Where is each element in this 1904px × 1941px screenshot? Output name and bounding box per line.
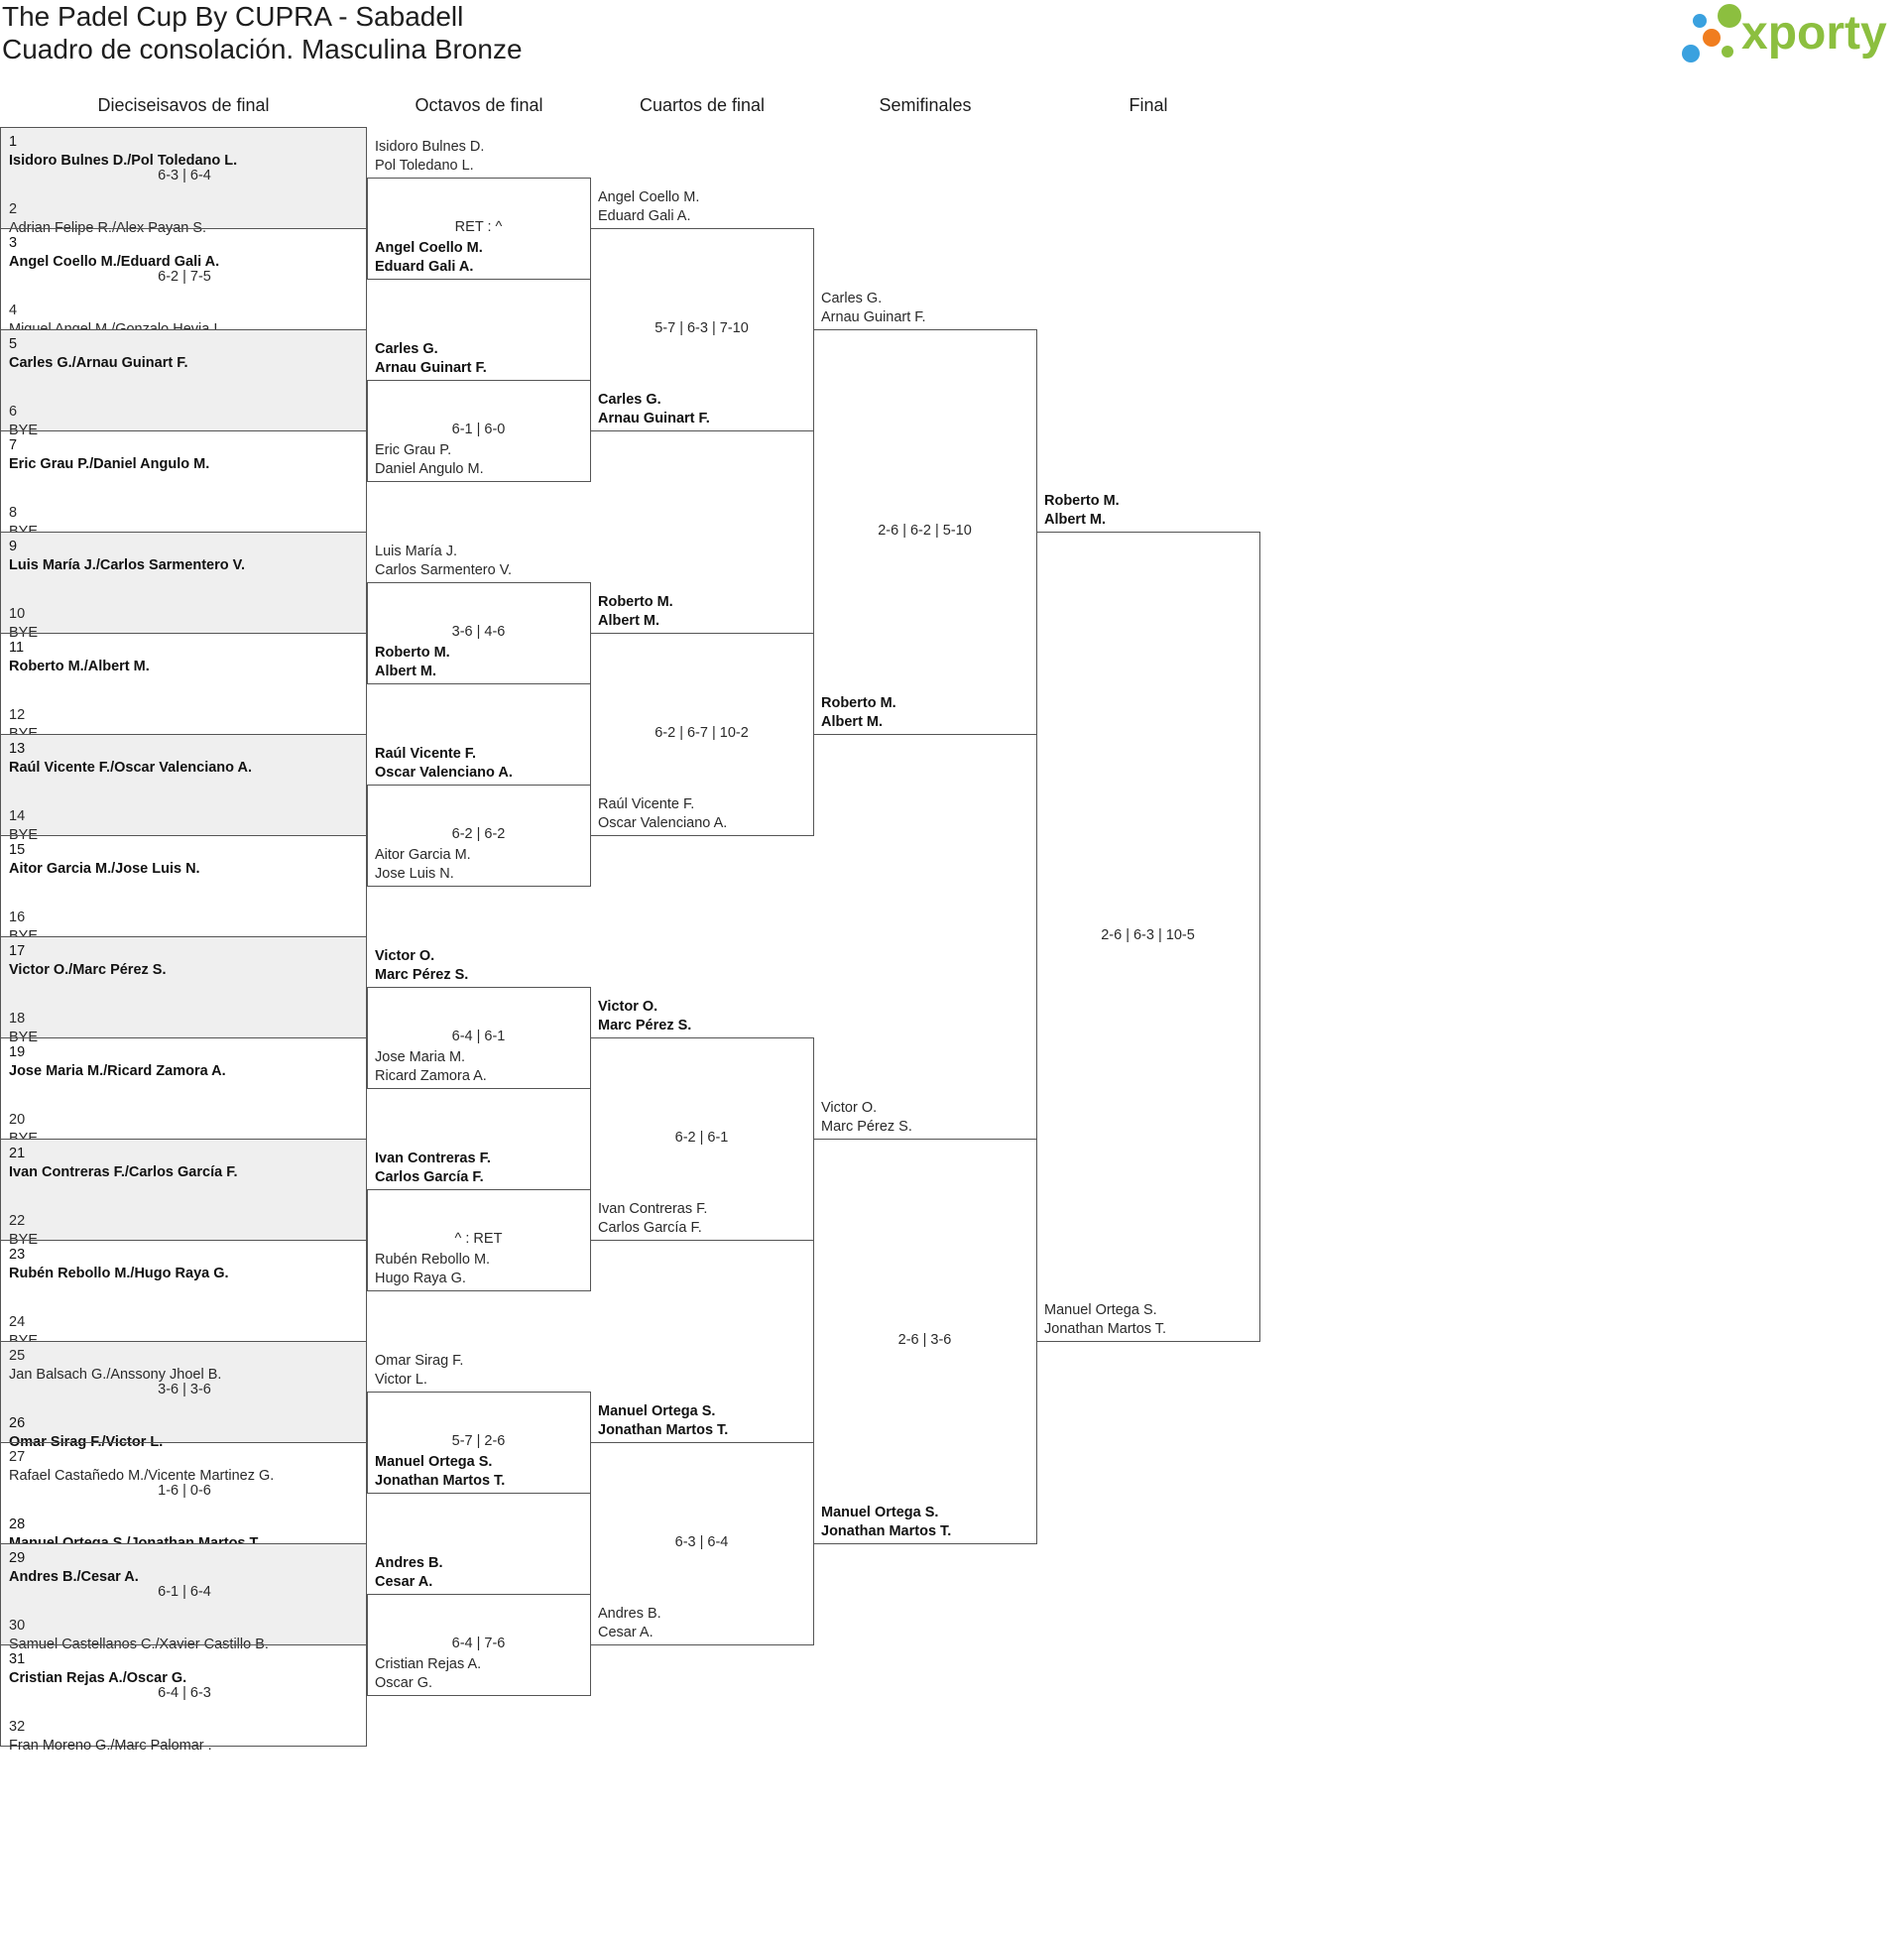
r32-match-4 xyxy=(0,430,367,533)
player-name: Cesar A. xyxy=(598,1625,654,1640)
sf-team-bottom xyxy=(821,694,896,732)
player-name: Oscar Valenciano A. xyxy=(598,815,728,831)
r16-team-top xyxy=(375,1554,443,1592)
player-name: Manuel Ortega S. xyxy=(821,1505,939,1520)
seed-number: 7 xyxy=(9,437,18,453)
r16-team-top xyxy=(375,1150,491,1187)
match-score: 3-6 | 3-6 xyxy=(158,1382,211,1397)
player-name: Manuel Ortega S. xyxy=(375,1454,493,1470)
player-name: Ivan Contreras F. xyxy=(375,1151,491,1166)
player-name: Oscar G. xyxy=(375,1675,433,1691)
r32-match-5 xyxy=(0,532,367,641)
r32-match-2 xyxy=(0,228,367,330)
r32-match-15 xyxy=(0,1543,367,1652)
team-name: Adrian Felipe R./Alex Payan S. xyxy=(9,220,207,236)
player-name: Rubén Rebollo M. xyxy=(375,1252,491,1268)
team-name: Luis María J./Carlos Sarmentero V. xyxy=(9,557,246,573)
r16-score: RET : ^ xyxy=(454,219,503,235)
draw-subtitle: Cuadro de consolación. Masculina Bronze xyxy=(2,34,523,64)
team-name: Raúl Vicente F./Oscar Valenciano A. xyxy=(9,760,252,776)
seed-number: 9 xyxy=(9,539,18,554)
seed-number: 12 xyxy=(9,707,26,723)
r16-team-top xyxy=(375,947,468,985)
qf-team-bottom xyxy=(598,1605,661,1642)
team-name: BYE xyxy=(9,423,39,438)
seed-number: 26 xyxy=(9,1415,26,1431)
player-name: Marc Pérez S. xyxy=(598,1018,692,1033)
team-name: Isidoro Bulnes D./Pol Toledano L. xyxy=(9,153,238,169)
r32-team xyxy=(9,942,167,980)
match-score: 6-2 | 7-5 xyxy=(158,269,211,285)
qf-score: 5-7 | 6-3 | 7-10 xyxy=(654,320,749,336)
player-name: Arnau Guinart F. xyxy=(375,360,487,376)
seed-number: 10 xyxy=(9,606,26,622)
team-name: BYE xyxy=(9,625,39,641)
player-name: Manuel Ortega S. xyxy=(1044,1302,1157,1318)
player-name: Carles G. xyxy=(821,291,883,306)
r32-team xyxy=(9,1650,186,1688)
r32-team xyxy=(9,740,252,778)
player-name: Arnau Guinart F. xyxy=(598,411,710,426)
team-name: Roberto M./Albert M. xyxy=(9,659,150,674)
team-name: Ivan Contreras F./Carlos García F. xyxy=(9,1164,238,1180)
player-name: Omar Sirag F. xyxy=(375,1353,464,1369)
seed-number: 1 xyxy=(9,134,18,150)
team-name: Cristian Rejas A./Oscar G. xyxy=(9,1670,187,1686)
team-name: Rafael Castañedo M./Vicente Martinez G. xyxy=(9,1468,275,1484)
player-name: Albert M. xyxy=(598,613,660,629)
player-name: Pol Toledano L. xyxy=(375,158,474,174)
team-name: Jan Balsach G./Anssony Jhoel B. xyxy=(9,1367,222,1383)
qf-score: 6-3 | 6-4 xyxy=(674,1534,729,1550)
seed-number: 16 xyxy=(9,910,26,925)
player-name: Ricard Zamora A. xyxy=(375,1068,487,1084)
r16-team-bottom xyxy=(375,846,471,884)
round-header-2: Cuartos de final xyxy=(639,95,766,115)
team-name: Eric Grau P./Daniel Angulo M. xyxy=(9,456,210,472)
sf-score: 2-6 | 6-2 | 5-10 xyxy=(878,523,972,539)
player-name: Angel Coello M. xyxy=(598,189,700,205)
seed-number: 4 xyxy=(9,303,18,318)
qf-team-bottom xyxy=(598,1200,707,1238)
r32-team xyxy=(9,1718,212,1756)
r16-team-top xyxy=(375,745,513,783)
player-name: Jose Maria M. xyxy=(375,1049,466,1065)
player-name: Jose Luis N. xyxy=(375,866,454,882)
player-name: Albert M. xyxy=(375,664,437,679)
r16-team-bottom xyxy=(375,1251,490,1288)
r32-match-7 xyxy=(0,734,367,843)
r16-score: 3-6 | 4-6 xyxy=(451,624,506,640)
final-team-top xyxy=(1044,492,1120,530)
player-name: Cesar A. xyxy=(375,1574,433,1590)
r16-score: 5-7 | 2-6 xyxy=(451,1433,506,1449)
player-name: Daniel Angulo M. xyxy=(375,461,484,477)
seed-number: 18 xyxy=(9,1011,26,1027)
seed-number: 31 xyxy=(9,1651,26,1667)
player-name: Jonathan Martos T. xyxy=(598,1422,729,1438)
player-name: Roberto M. xyxy=(598,594,673,610)
r32-team xyxy=(9,335,188,373)
r32-team xyxy=(9,841,200,879)
player-name: Albert M. xyxy=(1044,512,1107,528)
r32-match-1 xyxy=(0,127,367,236)
seed-number: 5 xyxy=(9,336,18,352)
seed-number: 19 xyxy=(9,1044,26,1060)
r32-match-9 xyxy=(0,936,367,1045)
r32-team xyxy=(9,1145,237,1182)
r32-team xyxy=(9,1448,274,1486)
seed-number: 2 xyxy=(9,201,18,217)
r16-score: 6-2 | 6-2 xyxy=(451,826,506,842)
round-header-0: Dieciseisavos de final xyxy=(97,95,270,115)
r32-team xyxy=(9,133,237,171)
round-header-4: Final xyxy=(1129,95,1168,115)
seed-number: 27 xyxy=(9,1449,26,1465)
team-name: Aitor Garcia M./Jose Luis N. xyxy=(9,861,200,877)
final-score: 2-6 | 6-3 | 10-5 xyxy=(1101,927,1195,943)
r16-team-top xyxy=(375,1352,463,1390)
r16-score: 6-1 | 6-0 xyxy=(451,422,506,437)
player-name: Andres B. xyxy=(598,1606,661,1622)
seed-number: 8 xyxy=(9,505,18,521)
player-name: Carlos García F. xyxy=(598,1220,702,1236)
r16-team-bottom xyxy=(375,1655,481,1693)
r16-team-top xyxy=(375,138,484,176)
r32-team xyxy=(9,436,209,474)
team-name: Fran Moreno G./Marc Palomar . xyxy=(9,1738,212,1754)
r32-match-8 xyxy=(0,835,367,937)
round-header-1: Octavos de final xyxy=(415,95,543,115)
team-name: Victor O./Marc Pérez S. xyxy=(9,962,167,978)
r32-team xyxy=(9,234,219,272)
seed-number: 21 xyxy=(9,1146,26,1161)
r16-team-bottom xyxy=(375,441,484,479)
team-name: Rubén Rebollo M./Hugo Raya G. xyxy=(9,1266,229,1281)
player-name: Roberto M. xyxy=(1044,493,1120,509)
match-score: 6-3 | 6-4 xyxy=(158,168,211,183)
r32-match-12 xyxy=(0,1240,367,1342)
team-name: Omar Sirag F./Victor L. xyxy=(9,1434,164,1450)
player-name: Jonathan Martos T. xyxy=(375,1473,506,1489)
team-name: Jose Maria M./Ricard Zamora A. xyxy=(9,1063,226,1079)
player-name: Cristian Rejas A. xyxy=(375,1656,482,1672)
r32-match-3 xyxy=(0,329,367,438)
team-name: Samuel Castellanos C./Xavier Castillo B. xyxy=(9,1637,269,1652)
r32-team xyxy=(9,1347,221,1385)
player-name: Andres B. xyxy=(375,1555,443,1571)
seed-number: 22 xyxy=(9,1213,26,1229)
player-name: Eduard Gali A. xyxy=(598,208,691,224)
qf-team-bottom xyxy=(598,391,710,428)
r16-score: 6-4 | 7-6 xyxy=(451,1636,506,1651)
r32-match-11 xyxy=(0,1139,367,1248)
player-name: Victor O. xyxy=(821,1100,878,1116)
player-name: Angel Coello M. xyxy=(375,240,483,256)
player-name: Jonathan Martos T. xyxy=(821,1523,952,1539)
match-score: 6-4 | 6-3 xyxy=(158,1685,211,1701)
r16-score: 6-4 | 6-1 xyxy=(451,1029,506,1044)
seed-number: 6 xyxy=(9,404,18,420)
r32-match-16 xyxy=(0,1644,367,1754)
player-name: Raúl Vicente F. xyxy=(598,796,695,812)
r32-team xyxy=(9,1043,226,1081)
player-name: Manuel Ortega S. xyxy=(598,1403,716,1419)
team-name: BYE xyxy=(9,827,39,843)
r16-team-bottom xyxy=(375,239,483,277)
player-name: Roberto M. xyxy=(375,645,450,661)
r32-match-6 xyxy=(0,633,367,735)
r32-team xyxy=(9,1549,139,1587)
player-name: Oscar Valenciano A. xyxy=(375,765,513,781)
qf-team-top xyxy=(598,1402,728,1440)
player-name: Arnau Guinart F. xyxy=(821,309,926,325)
player-name: Eduard Gali A. xyxy=(375,259,474,275)
seed-number: 20 xyxy=(9,1112,26,1128)
qf-team-bottom xyxy=(598,795,727,833)
team-name: Angel Coello M./Eduard Gali A. xyxy=(9,254,220,270)
match-score: 1-6 | 0-6 xyxy=(158,1483,211,1499)
qf-team-top xyxy=(598,593,673,631)
seed-number: 23 xyxy=(9,1247,26,1263)
player-name: Carlos García F. xyxy=(375,1169,484,1185)
logo-wordmark: xporty xyxy=(1741,7,1887,60)
r16-team-bottom xyxy=(375,1048,487,1086)
seed-number: 3 xyxy=(9,235,18,251)
player-name: Victor L. xyxy=(375,1372,427,1388)
seed-number: 29 xyxy=(9,1550,26,1566)
player-name: Hugo Raya G. xyxy=(375,1271,466,1286)
r32-team xyxy=(9,538,245,575)
qf-score: 6-2 | 6-1 xyxy=(674,1130,729,1146)
qf-team-top xyxy=(598,998,691,1035)
player-name: Carlos Sarmentero V. xyxy=(375,562,513,578)
seed-number: 30 xyxy=(9,1618,26,1634)
r32-team xyxy=(9,639,150,676)
seed-number: 13 xyxy=(9,741,26,757)
player-name: Roberto M. xyxy=(821,695,896,711)
r32-match-14 xyxy=(0,1442,367,1544)
seed-number: 25 xyxy=(9,1348,26,1364)
player-name: Jonathan Martos T. xyxy=(1044,1321,1167,1337)
player-name: Marc Pérez S. xyxy=(821,1119,912,1135)
player-name: Carles G. xyxy=(598,392,661,408)
team-name: BYE xyxy=(9,1030,39,1045)
r32-team xyxy=(9,1246,229,1283)
tournament-title: The Padel Cup By CUPRA - Sabadell xyxy=(2,1,464,32)
player-name: Luis María J. xyxy=(375,544,457,559)
sf-team-top xyxy=(821,290,926,327)
player-name: Marc Pérez S. xyxy=(375,967,469,983)
sf-team-top xyxy=(821,1099,912,1137)
seed-number: 15 xyxy=(9,842,26,858)
r16-score: ^ : RET xyxy=(454,1231,503,1247)
r16-team-bottom xyxy=(375,644,450,681)
seed-number: 32 xyxy=(9,1719,26,1735)
seed-number: 28 xyxy=(9,1516,26,1532)
seed-number: 11 xyxy=(9,640,25,656)
team-name: Andres B./Cesar A. xyxy=(9,1569,139,1585)
player-name: Ivan Contreras F. xyxy=(598,1201,708,1217)
r16-team-bottom xyxy=(375,1453,505,1491)
r16-team-top xyxy=(375,340,487,378)
team-name: Carles G./Arnau Guinart F. xyxy=(9,355,188,371)
player-name: Aitor Garcia M. xyxy=(375,847,471,863)
seed-number: 14 xyxy=(9,808,26,824)
r16-team-top xyxy=(375,543,512,580)
player-name: Isidoro Bulnes D. xyxy=(375,139,485,155)
sf-team-bottom xyxy=(821,1504,951,1541)
team-name: BYE xyxy=(9,1232,39,1248)
player-name: Raúl Vicente F. xyxy=(375,746,477,762)
seed-number: 17 xyxy=(9,943,26,959)
r32-match-13 xyxy=(0,1341,367,1450)
round-header-3: Semifinales xyxy=(879,95,972,115)
player-name: Albert M. xyxy=(821,714,884,730)
qf-score: 6-2 | 6-7 | 10-2 xyxy=(654,725,749,741)
seed-number: 24 xyxy=(9,1314,26,1330)
qf-team-top xyxy=(598,188,699,226)
r32-match-10 xyxy=(0,1037,367,1140)
final-team-bottom xyxy=(1044,1301,1166,1339)
player-name: Victor O. xyxy=(375,948,435,964)
player-name: Carles G. xyxy=(375,341,438,357)
player-name: Victor O. xyxy=(598,999,658,1015)
sf-score: 2-6 | 3-6 xyxy=(897,1332,952,1348)
match-score: 6-1 | 6-4 xyxy=(158,1584,211,1600)
player-name: Eric Grau P. xyxy=(375,442,452,458)
